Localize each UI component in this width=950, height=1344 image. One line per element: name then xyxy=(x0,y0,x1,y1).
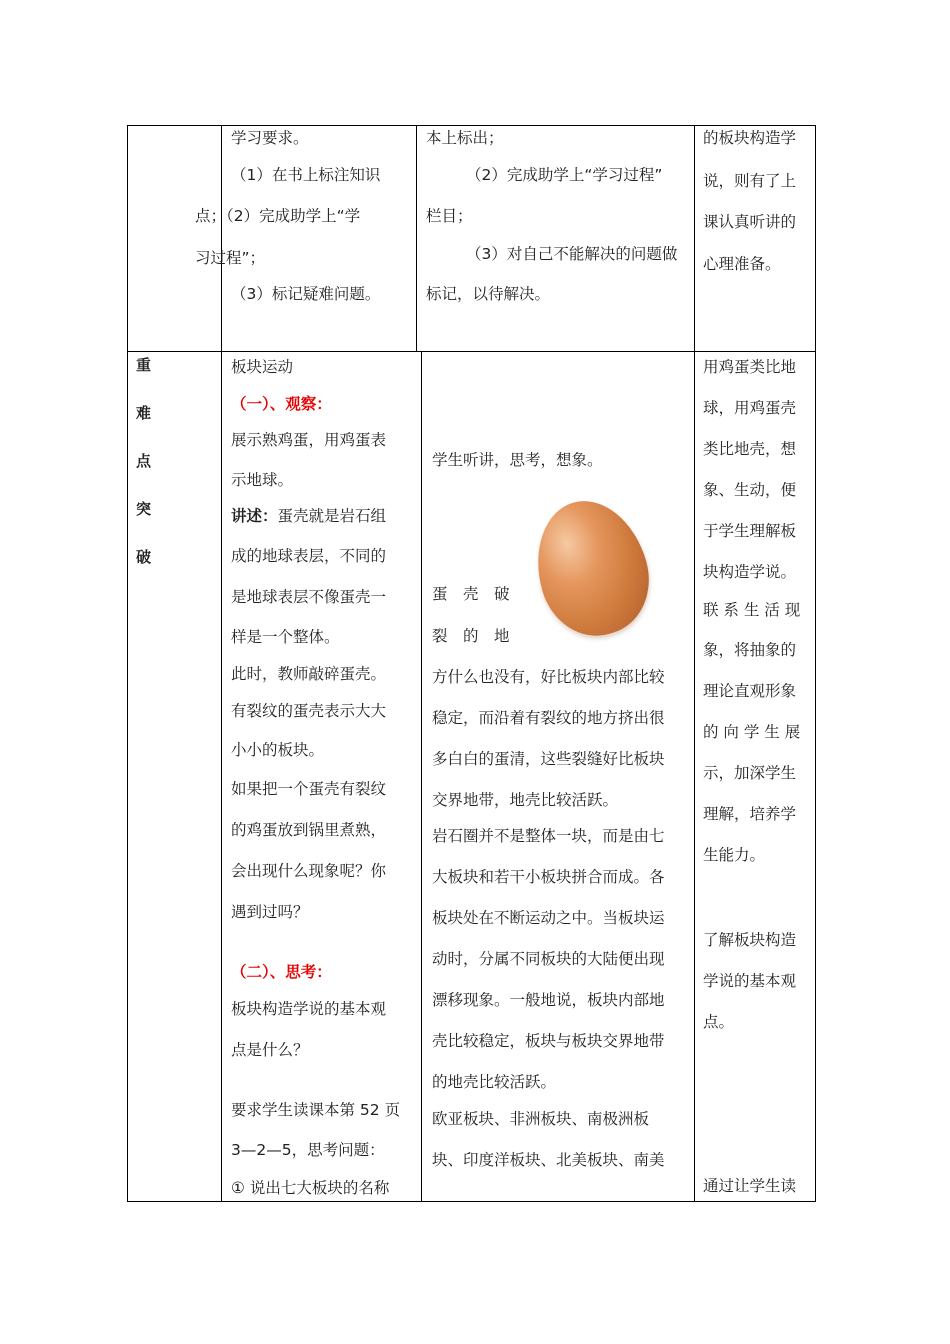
student-line-2: 稳定，而沿着有裂纹的地方挤出很 xyxy=(432,709,665,727)
narrate-first: 蛋壳就是岩石组 xyxy=(277,507,387,525)
student-line-1: 方什么也没有，好比板块内部比较 xyxy=(432,668,665,686)
narrate-line-1 xyxy=(231,506,386,526)
observe-line-2: 示地球。 xyxy=(231,471,294,489)
row1-teacher-line-2: （1）在书上标注知识 xyxy=(231,166,381,184)
intent-a-line-9: 理论直观形象 xyxy=(703,682,797,700)
row1-intent-line-2: 说，则有了上 xyxy=(703,172,797,190)
intent-a-line-4: 象、生动，便 xyxy=(703,481,797,499)
read-line-2: 3—2—5，思考问题： xyxy=(231,1141,385,1159)
column-divider-1 xyxy=(221,125,222,1202)
row1-teacher-line-5: （3）标记疑难问题。 xyxy=(231,285,381,303)
observe-line-1: 展示熟鸡蛋，用鸡蛋表 xyxy=(231,431,387,449)
section-label-char-3: 点 xyxy=(136,452,152,470)
shell-line-1: 蛋 壳 破 xyxy=(432,585,510,603)
row1-student-line-4: （3）对自己不能解决的问题做 xyxy=(466,245,678,263)
intent-a-line-5: 于学生理解板 xyxy=(703,522,797,540)
intent-b-line-3: 点。 xyxy=(703,1013,735,1031)
row-divider xyxy=(127,351,816,352)
row1-student-line-5: 标记，以待解决。 xyxy=(426,285,551,303)
narrate-line-6: 有裂纹的蛋壳表示大大 xyxy=(231,702,387,720)
narrate-label: 讲述： xyxy=(231,507,278,525)
row1-intent-line-1: 的板块构造学 xyxy=(703,129,797,147)
table-border-bottom xyxy=(127,1201,816,1202)
narrate-line-11: 遇到过吗？ xyxy=(231,903,309,921)
student-line-6: 大板块和若干小板块拼合而成。各 xyxy=(432,868,665,886)
observe-heading: （一）、观察： xyxy=(231,395,332,413)
section-label-char-2: 难 xyxy=(136,404,152,422)
narrate-line-8: 如果把一个蛋壳有裂纹 xyxy=(231,780,387,798)
table-border-right xyxy=(815,125,816,1202)
intent-b-line-2: 学说的基本观 xyxy=(703,972,797,990)
intent-a-line-10: 的 向 学 生 展 xyxy=(703,723,801,741)
intent-a-line-11: 示，加深学生 xyxy=(703,764,797,782)
row1-student-line-3: 栏目； xyxy=(426,207,473,225)
intent-b-line-1: 了解板块构造 xyxy=(703,931,797,949)
table-border-left xyxy=(127,125,128,1202)
section-label-char-1: 重 xyxy=(136,356,152,374)
intent-a-line-3: 类比地壳，想 xyxy=(703,440,797,458)
section-label-char-5: 破 xyxy=(136,548,152,566)
narrate-line-10: 会出现什么现象呢？你 xyxy=(231,862,387,880)
think-heading: （二）、思考： xyxy=(231,963,332,981)
student-line-8: 动时，分属不同板块的大陆便出现 xyxy=(432,950,665,968)
intent-a-line-6: 块构造学说。 xyxy=(703,563,797,581)
column-divider-2-top xyxy=(416,125,417,351)
student-line-13: 块、印度洋板块、北美板块、南美 xyxy=(432,1151,665,1169)
student-line-11: 的地壳比较活跃。 xyxy=(432,1073,557,1091)
read-line-1: 要求学生读课本第 52 页 xyxy=(231,1101,401,1119)
column-divider-2-bottom xyxy=(421,351,422,1202)
topic-title: 板块运动 xyxy=(231,358,294,376)
think-line-2: 点是什么？ xyxy=(231,1041,309,1059)
student-line-10: 壳比较稳定，板块与板块交界地带 xyxy=(432,1032,665,1050)
intent-a-line-7: 联 系 生 活 现 xyxy=(703,601,801,619)
intent-a-line-13: 生能力。 xyxy=(703,846,766,864)
row1-teacher-line-1: 学习要求。 xyxy=(231,129,309,147)
intent-a-line-8: 象，将抽象的 xyxy=(703,641,797,659)
narrate-line-2: 成的地球表层，不同的 xyxy=(231,547,387,565)
narrate-line-5: 此时，教师敲碎蛋壳。 xyxy=(231,665,387,683)
student-line-7: 板块处在不断运动之中。当板块运 xyxy=(432,909,665,927)
row1-teacher-line-3: 点；（2）完成助学上“学 xyxy=(195,207,361,225)
shell-line-2: 裂 的 地 xyxy=(432,627,510,645)
student-line-9: 漂移现象。一般地说，板块内部地 xyxy=(432,991,665,1009)
student-line-3: 多白白的蛋清，这些裂缝好比板块 xyxy=(432,750,665,768)
narrate-line-9: 的鸡蛋放到锅里煮熟， xyxy=(231,821,387,839)
narrate-line-7: 小小的板块。 xyxy=(231,741,325,759)
intent-c-line-1: 通过让学生读 xyxy=(703,1177,797,1195)
read-line-3: ① 说出七大板块的名称 xyxy=(231,1179,390,1197)
row1-student-line-2: （2）完成助学上“学习过程” xyxy=(466,166,663,184)
egg-image xyxy=(521,488,662,649)
section-label-char-4: 突 xyxy=(136,500,152,518)
student-listen: 学生听讲，思考，想象。 xyxy=(432,451,603,469)
column-divider-3 xyxy=(694,125,695,1202)
student-line-4: 交界地带，地壳比较活跃。 xyxy=(432,791,619,809)
think-line-1: 板块构造学说的基本观 xyxy=(231,1000,387,1018)
table-border-top xyxy=(127,125,816,126)
row1-intent-line-3: 课认真听讲的 xyxy=(703,213,797,231)
row1-teacher-line-4: 习过程”； xyxy=(195,249,266,267)
student-line-5: 岩石圈并不是整体一块，而是由七 xyxy=(432,827,665,845)
row1-student-line-1: 本上标出； xyxy=(426,129,504,147)
intent-a-line-12: 理解，培养学 xyxy=(703,805,797,823)
narrate-line-3: 是地球表层不像蛋壳一 xyxy=(231,588,387,606)
intent-a-line-2: 球，用鸡蛋壳 xyxy=(703,399,797,417)
row1-intent-line-4: 心理准备。 xyxy=(703,255,781,273)
student-line-12: 欧亚板块、非洲板块、南极洲板 xyxy=(432,1110,650,1128)
intent-a-line-1: 用鸡蛋类比地 xyxy=(703,358,797,376)
narrate-line-4: 样是一个整体。 xyxy=(231,628,340,646)
